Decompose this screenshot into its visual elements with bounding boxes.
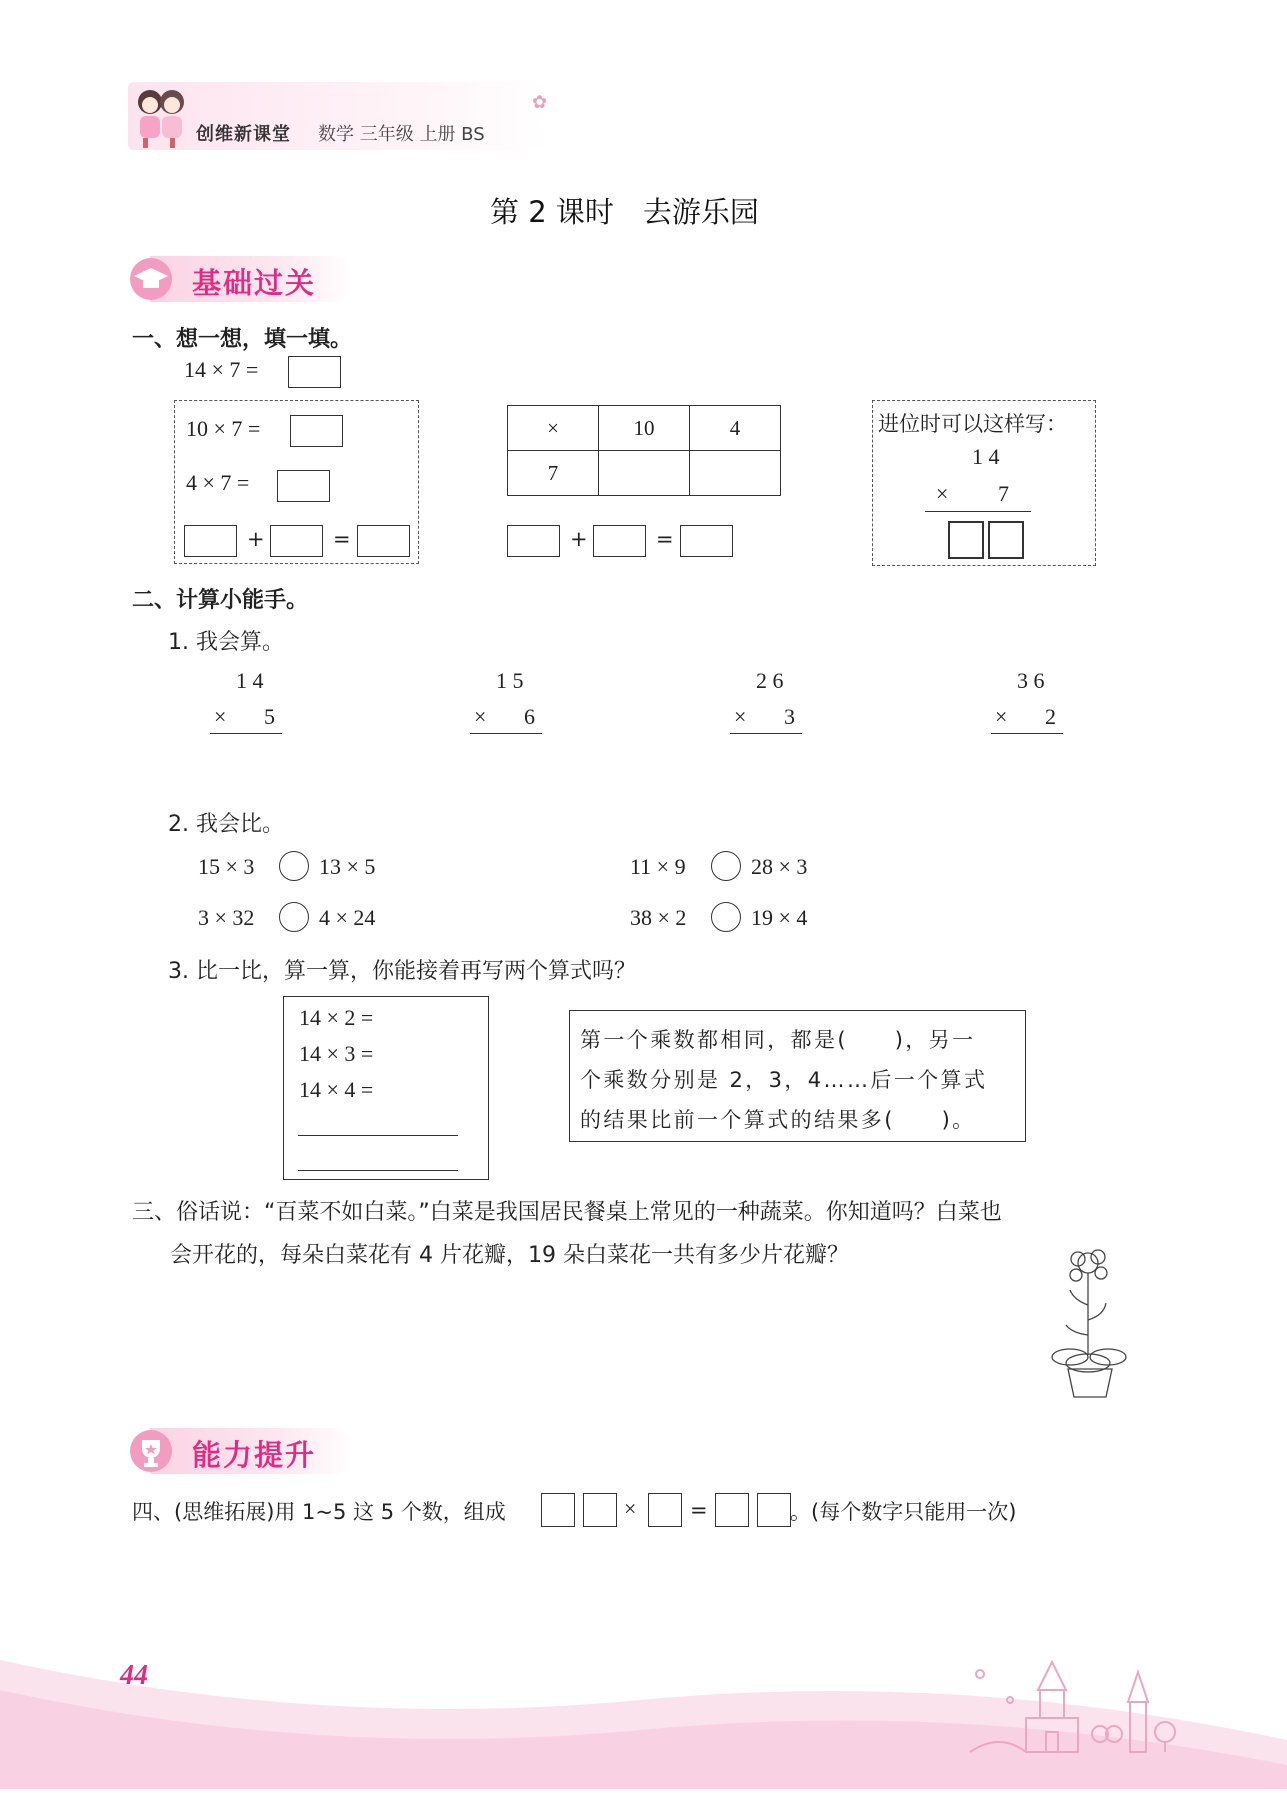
header-star-icon: ✿ xyxy=(532,92,548,113)
vertical-top: 2 6 xyxy=(756,668,784,693)
header-subject: 数学 三年级 上册 BS xyxy=(318,124,485,145)
answer-box[interactable] xyxy=(593,525,646,557)
equals-sign: = xyxy=(656,527,674,551)
compare-circle[interactable] xyxy=(279,902,309,932)
carry-times: × xyxy=(936,481,949,506)
multiplication-table xyxy=(507,405,781,496)
page-title: 第 2 课时 去游乐园 xyxy=(490,195,759,229)
q2-sub2: 2. 我会比。 xyxy=(168,812,284,837)
plus-sign: + xyxy=(247,527,265,551)
q4-suffix: 。(每个数字只能用一次) xyxy=(790,1500,1017,1524)
equals-sign: = xyxy=(333,527,351,551)
answer-box[interactable] xyxy=(184,525,237,557)
digit-box[interactable] xyxy=(583,1493,617,1527)
q3-line1: 三、俗话说：“百菜不如白菜。”白菜是我国居民餐桌上常见的一种蔬菜。你知道吗？白菜也 xyxy=(132,1200,1002,1225)
vertical-top: 1 4 xyxy=(236,668,264,693)
header-mascot-icon xyxy=(130,84,190,150)
vertical-line xyxy=(730,733,802,734)
split-eq-1: 10 × 7 = xyxy=(186,416,261,441)
compare-right: 28 × 3 xyxy=(751,854,808,879)
digit-box[interactable] xyxy=(541,1493,575,1527)
vertical-op: × xyxy=(214,704,227,729)
digit-box[interactable] xyxy=(648,1493,682,1527)
trophy-icon xyxy=(130,1430,172,1472)
q2-heading: 二、计算小能手。 xyxy=(132,588,309,613)
carry-hint-title: 进位时可以这样写： xyxy=(878,412,1067,436)
answer-box[interactable] xyxy=(290,415,343,447)
compare-left: 3 × 32 xyxy=(198,905,255,930)
cabbage-flower-icon xyxy=(1046,1245,1136,1405)
compare-circle[interactable] xyxy=(711,902,741,932)
answer-box[interactable] xyxy=(988,521,1024,559)
split-eq-2: 4 × 7 = xyxy=(186,470,250,495)
vertical-op: × xyxy=(995,704,1008,729)
q2-sub1: 1. 我会算。 xyxy=(168,630,284,655)
castle-icon xyxy=(960,1652,1190,1762)
q1-main-eq: 14 × 7 = xyxy=(184,357,259,382)
rule-note-line: 第一个乘数都相同，都是( )，另一 xyxy=(580,1028,976,1052)
vertical-bottom: 5 xyxy=(264,704,275,729)
table-col-10: 10 xyxy=(599,406,690,451)
vertical-line xyxy=(210,733,282,734)
vertical-bottom: 6 xyxy=(524,704,535,729)
plus-sign: + xyxy=(570,527,588,551)
carry-top: 1 4 xyxy=(972,444,1000,469)
compare-right: 13 × 5 xyxy=(319,854,376,879)
vertical-op: × xyxy=(734,704,747,729)
vertical-top: 1 5 xyxy=(496,668,524,693)
series-eq: 14 × 3 = xyxy=(299,1041,374,1066)
vertical-op: × xyxy=(474,704,487,729)
compare-circle[interactable] xyxy=(279,851,309,881)
carry-bottom: 7 xyxy=(998,481,1009,506)
table-cell-input[interactable] xyxy=(690,451,781,496)
answer-box[interactable] xyxy=(277,470,330,502)
q1-heading: 一、想一想，填一填。 xyxy=(132,327,353,352)
carry-line xyxy=(925,511,1031,512)
vertical-bottom: 2 xyxy=(1045,704,1056,729)
answer-box[interactable] xyxy=(357,525,410,557)
header-brand: 创维新课堂 xyxy=(196,124,291,145)
series-eq: 14 × 4 = xyxy=(299,1077,374,1102)
section-banner-advanced-label: 能力提升 xyxy=(192,1438,317,1472)
answer-box[interactable] xyxy=(288,356,341,388)
q4-equals: = xyxy=(690,1498,708,1522)
compare-circle[interactable] xyxy=(711,851,741,881)
compare-left: 11 × 9 xyxy=(630,854,686,879)
compare-right: 4 × 24 xyxy=(319,905,376,930)
answer-box[interactable] xyxy=(507,525,560,557)
compare-right: 19 × 4 xyxy=(751,905,808,930)
vertical-line xyxy=(991,733,1063,734)
table-cell-input[interactable] xyxy=(599,451,690,496)
vertical-line xyxy=(470,733,542,734)
compare-left: 15 × 3 xyxy=(198,854,255,879)
answer-box[interactable] xyxy=(270,525,323,557)
page-number: 44 xyxy=(120,1660,148,1691)
q3-line2: 会开花的，每朵白菜花有 4 片花瓣，19 朵白菜花一共有多少片花瓣？ xyxy=(170,1243,849,1268)
answer-box[interactable] xyxy=(680,525,733,557)
table-col-4: 4 xyxy=(690,406,781,451)
write-line[interactable] xyxy=(298,1135,458,1136)
q2-sub3: 3. 比一比，算一算，你能接着再写两个算式吗？ xyxy=(168,959,636,984)
answer-box[interactable] xyxy=(948,521,984,559)
q4-times: × xyxy=(624,1496,637,1521)
section-banner-basic-label: 基础过关 xyxy=(192,266,317,300)
write-line[interactable] xyxy=(298,1170,458,1171)
q4-prefix: 四、(思维拓展)用 1~5 这 5 个数，组成 xyxy=(132,1500,506,1524)
compare-left: 38 × 2 xyxy=(630,905,687,930)
digit-box[interactable] xyxy=(715,1493,749,1527)
rule-note-line: 个乘数分别是 2，3，4……后一个算式 xyxy=(580,1068,988,1092)
table-corner: × xyxy=(508,406,599,451)
vertical-top: 3 6 xyxy=(1017,668,1045,693)
graduation-cap-icon xyxy=(130,258,172,300)
rule-note-line: 的结果比前一个算式的结果多( )。 xyxy=(580,1108,976,1132)
series-eq: 14 × 2 = xyxy=(299,1005,374,1030)
digit-box[interactable] xyxy=(757,1493,791,1527)
table-row-7: 7 xyxy=(508,451,599,496)
vertical-bottom: 3 xyxy=(784,704,795,729)
